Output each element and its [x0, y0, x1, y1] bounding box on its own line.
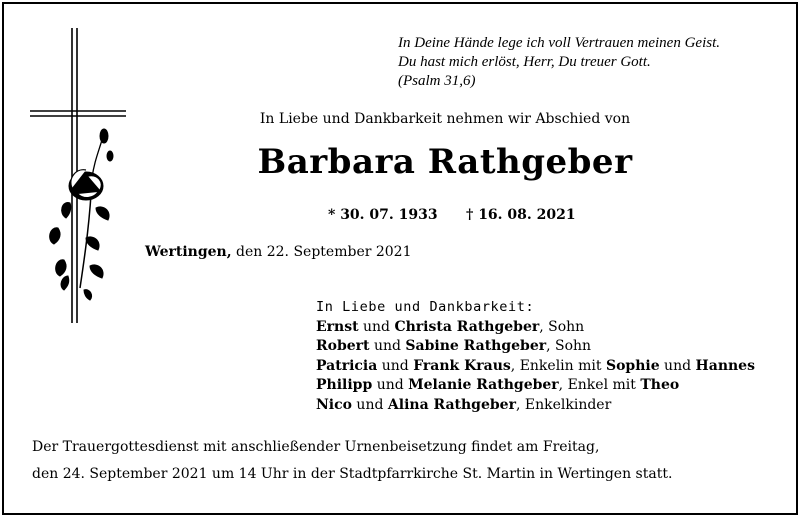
mourner-connector: und — [372, 377, 409, 393]
mourner-row — [316, 357, 755, 377]
mourner-connector: und — [377, 357, 414, 374]
service-line-2: den 24. September 2021 um 14 Uhr in der Stadtpfarrkirche St. Martin in Wertingen statt. — [32, 466, 673, 482]
deceased-name: Barbara Rathgeber — [257, 142, 633, 182]
mourner-connector: und — [358, 318, 395, 335]
mourner-name: Sophie — [605, 357, 660, 374]
mourner-name: Theo — [640, 377, 680, 393]
mourner-name: Patricia — [316, 357, 378, 374]
mourner-name: Nico — [316, 396, 352, 413]
birth-date: * 30. 07. 1933 — [328, 207, 438, 223]
bible-quote — [398, 34, 720, 91]
mourner-connector: , Sohn — [539, 318, 585, 335]
mourner-name: Alina Rathgeber — [387, 396, 516, 413]
mourner-connector: , Sohn — [546, 338, 592, 354]
mourner-name: Christa Rathgeber — [394, 318, 540, 335]
mourner-name: Philipp — [316, 377, 373, 393]
place-and-date — [145, 244, 412, 260]
mourner-connector: , Enkelkinder — [515, 396, 612, 413]
place: Wertingen, — [145, 244, 232, 260]
mourner-row — [316, 396, 755, 416]
mourners-heading: In Liebe und Dankbarkeit: — [316, 299, 535, 315]
mourner-rows — [316, 318, 755, 416]
mourner-connector: und — [351, 396, 388, 413]
mourner-row — [316, 337, 755, 357]
mourner-name: Melanie Rathgeber — [408, 377, 559, 393]
mourner-name: Frank Kraus — [413, 357, 511, 374]
mourner-row — [316, 376, 755, 396]
mourners-list — [316, 298, 755, 415]
mourner-row — [316, 318, 755, 338]
mourner-connector: und — [659, 357, 696, 374]
mourner-name: Ernst — [316, 318, 359, 335]
mourner-connector: , Enkelin mit — [510, 357, 606, 374]
quote-line-2: Du hast mich erlöst, Herr, Du treuer Gott. — [398, 54, 651, 70]
mourner-name: Robert — [316, 338, 370, 354]
mourner-connector: , Enkel mit — [558, 377, 641, 393]
service-line-1: Der Trauergottesdienst mit anschließender Urnenbeisetzung findet am Freitag, — [32, 439, 600, 455]
death-date: † 16. 08. 2021 — [466, 207, 576, 223]
mourner-connector: und — [369, 338, 406, 354]
service-announcement — [32, 434, 672, 488]
mourner-name: Sabine Rathgeber — [405, 338, 547, 354]
quote-line-1: In Deine Hände lege ich voll Vertrauen meinen Geist. — [398, 35, 720, 51]
date: den 22. September 2021 — [231, 244, 412, 260]
mourner-name: Hannes — [695, 357, 755, 374]
intro-text: In Liebe und Dankbarkeit nehmen wir Abschied von — [259, 111, 631, 127]
quote-source: (Psalm 31,6) — [398, 73, 476, 89]
